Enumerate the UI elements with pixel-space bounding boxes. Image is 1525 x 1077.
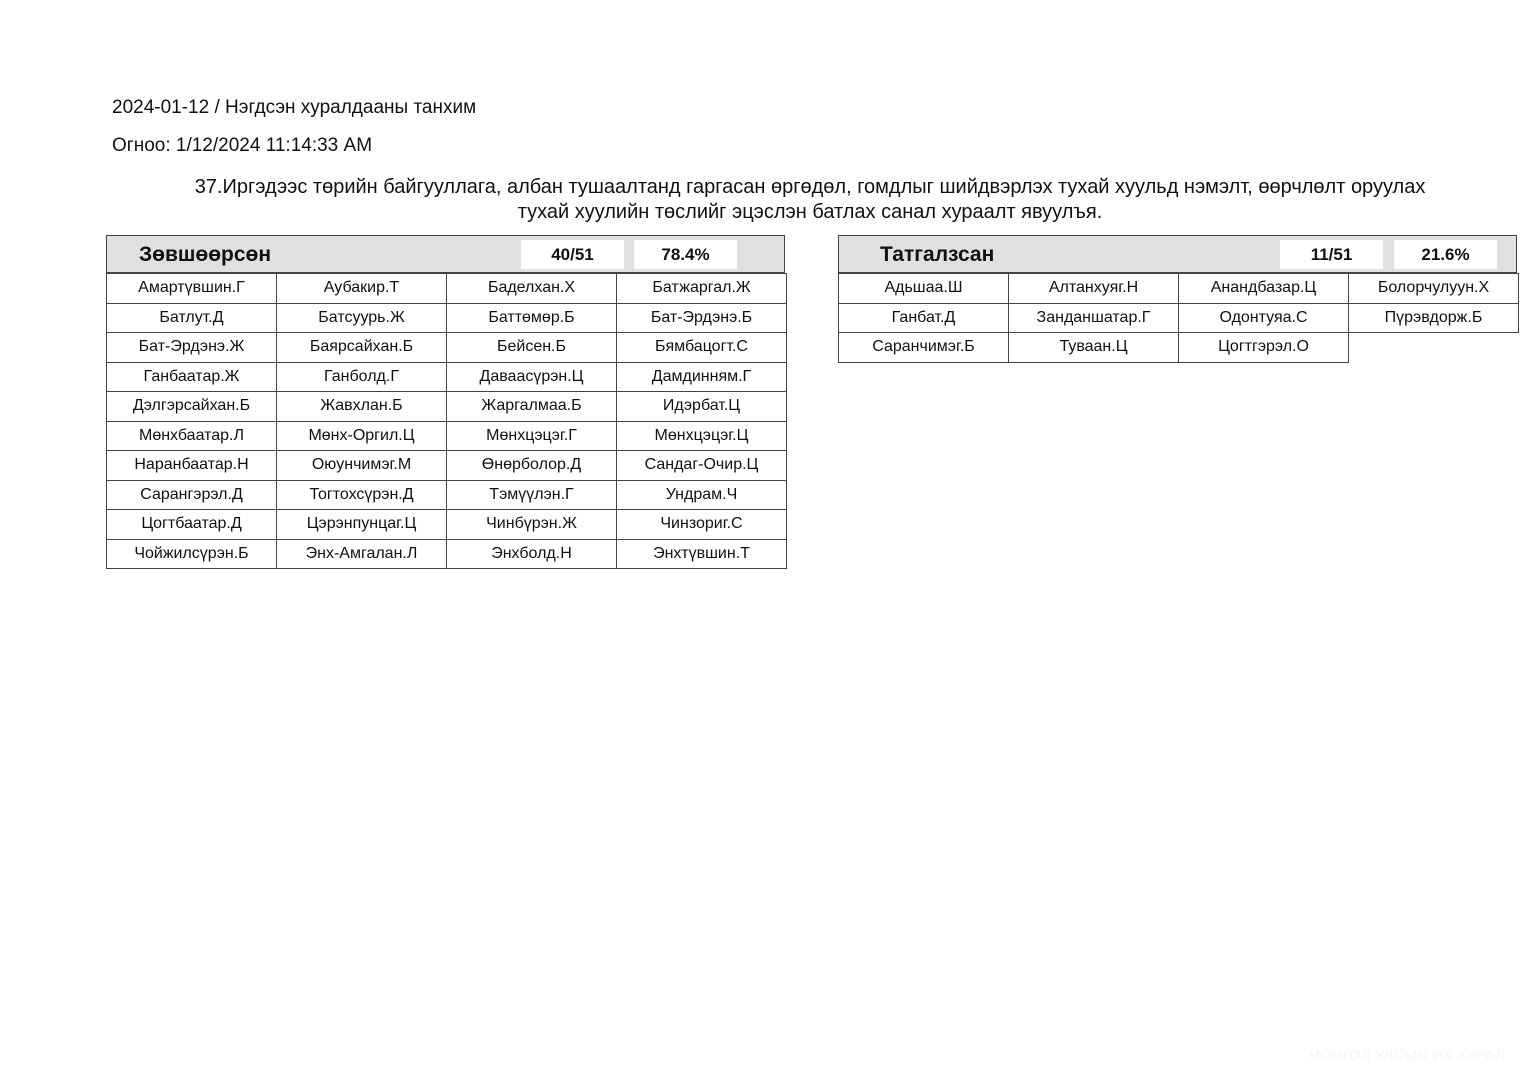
member-name-cell: Саранчимэг.Б: [839, 333, 1009, 363]
table-row: [107, 480, 787, 510]
member-name-cell: Баделхан.Х: [447, 274, 617, 304]
member-name-cell: Баярсайхан.Б: [277, 333, 447, 363]
member-name-cell: Жавхлан.Б: [277, 392, 447, 422]
member-name-cell: Жаргалмаа.Б: [447, 392, 617, 422]
table-row: [107, 333, 787, 363]
table-row: [839, 274, 1519, 304]
rejected-title: Татгалзсан: [880, 243, 995, 266]
member-name-cell: Тогтохсүрэн.Д: [277, 480, 447, 510]
member-name-cell: Батжаргал.Ж: [617, 274, 787, 304]
watermark: МОНГОЛ УЛСЫН ИХ ХУРАЛ: [1308, 1047, 1505, 1063]
member-name-cell: Цогтбаатар.Д: [107, 510, 277, 540]
member-name-cell: Чинзориг.С: [617, 510, 787, 540]
member-name-cell: Баттөмөр.Б: [447, 303, 617, 333]
rejected-count: 11/51: [1280, 240, 1383, 269]
member-name-cell: Энхболд.Н: [447, 539, 617, 569]
member-name-cell: Амартүвшин.Г: [107, 274, 277, 304]
motion-title-line-1: 37.Иргэдээс төрийн байгууллага, албан тушаалтанд гаргасан өргөдөл, гомдлыг шийдвэрлэх тухай хуульд нэмэлт, өөрчлөлт оруулах: [194, 176, 1426, 198]
member-name-cell: Мөнх-Оргил.Ц: [277, 421, 447, 451]
table-row: [107, 303, 787, 333]
rejected-block: [838, 235, 1517, 363]
session-title: 2024-01-12 / Нэгдсэн хуралдааны танхим: [112, 97, 477, 118]
approved-percent: 78.4%: [634, 240, 737, 269]
member-name-cell: Өнөрболор.Д: [447, 451, 617, 481]
member-name-cell: Туваан.Ц: [1009, 333, 1179, 363]
member-name-cell: Пүрэвдорж.Б: [1349, 303, 1519, 333]
member-name-cell: Сарангэрэл.Д: [107, 480, 277, 510]
rejected-header: [838, 235, 1517, 273]
member-name-cell: Даваасүрэн.Ц: [447, 362, 617, 392]
rejected-name-table: [838, 273, 1519, 363]
approved-name-table: [106, 273, 787, 569]
motion-title-line-2: тухай хуулийн төслийг эцэслэн батлах санал хураалт явуулъя.: [517, 201, 1103, 223]
member-name-cell: Аубакир.Т: [277, 274, 447, 304]
member-name-cell: Мөнхбаатар.Л: [107, 421, 277, 451]
member-name-cell: Наранбаатар.Н: [107, 451, 277, 481]
approved-count: 40/51: [521, 240, 624, 269]
vote-date: Огноо: 1/12/2024 11:14:33 AM: [112, 135, 373, 156]
member-name-cell: Энхтүвшин.Т: [617, 539, 787, 569]
member-name-cell: [1349, 333, 1519, 363]
member-name-cell: Чинбүрэн.Ж: [447, 510, 617, 540]
approved-block: [106, 235, 785, 569]
member-name-cell: Цэрэнпунцаг.Ц: [277, 510, 447, 540]
table-row: [107, 421, 787, 451]
member-name-cell: Адьшаа.Ш: [839, 274, 1009, 304]
member-name-cell: Энх-Амгалан.Л: [277, 539, 447, 569]
member-name-cell: Бат-Эрдэнэ.Ж: [107, 333, 277, 363]
member-name-cell: Дэлгэрсайхан.Б: [107, 392, 277, 422]
member-name-cell: Алтанхуяг.Н: [1009, 274, 1179, 304]
member-name-cell: Мөнхцэцэг.Г: [447, 421, 617, 451]
member-name-cell: Болорчулуун.Х: [1349, 274, 1519, 304]
member-name-cell: Цогтгэрэл.О: [1179, 333, 1349, 363]
member-name-cell: Мөнхцэцэг.Ц: [617, 421, 787, 451]
member-name-cell: Ганбаатар.Ж: [107, 362, 277, 392]
member-name-cell: Чойжилсүрэн.Б: [107, 539, 277, 569]
member-name-cell: Ганболд.Г: [277, 362, 447, 392]
rejected-percent: 21.6%: [1394, 240, 1497, 269]
member-name-cell: Дамдинням.Г: [617, 362, 787, 392]
member-name-cell: Бямбацогт.С: [617, 333, 787, 363]
member-name-cell: Идэрбат.Ц: [617, 392, 787, 422]
table-row: [107, 274, 787, 304]
member-name-cell: Ганбат.Д: [839, 303, 1009, 333]
table-row: [107, 510, 787, 540]
table-row: [839, 303, 1519, 333]
member-name-cell: Занданшатар.Г: [1009, 303, 1179, 333]
member-name-cell: Одонтуяа.С: [1179, 303, 1349, 333]
member-name-cell: Оюунчимэг.М: [277, 451, 447, 481]
table-row: [107, 451, 787, 481]
table-row: [107, 539, 787, 569]
member-name-cell: Ундрам.Ч: [617, 480, 787, 510]
member-name-cell: Батсуурь.Ж: [277, 303, 447, 333]
table-row: [107, 392, 787, 422]
motion-title: [120, 175, 1500, 225]
member-name-cell: Сандаг-Очир.Ц: [617, 451, 787, 481]
approved-header: [106, 235, 785, 273]
table-row: [107, 362, 787, 392]
approved-title: Зөвшөөрсөн: [139, 243, 272, 266]
member-name-cell: Бейсен.Б: [447, 333, 617, 363]
member-name-cell: Батлут.Д: [107, 303, 277, 333]
member-name-cell: Анандбазар.Ц: [1179, 274, 1349, 304]
table-row: [839, 333, 1519, 363]
member-name-cell: Бат-Эрдэнэ.Б: [617, 303, 787, 333]
member-name-cell: Тэмүүлэн.Г: [447, 480, 617, 510]
